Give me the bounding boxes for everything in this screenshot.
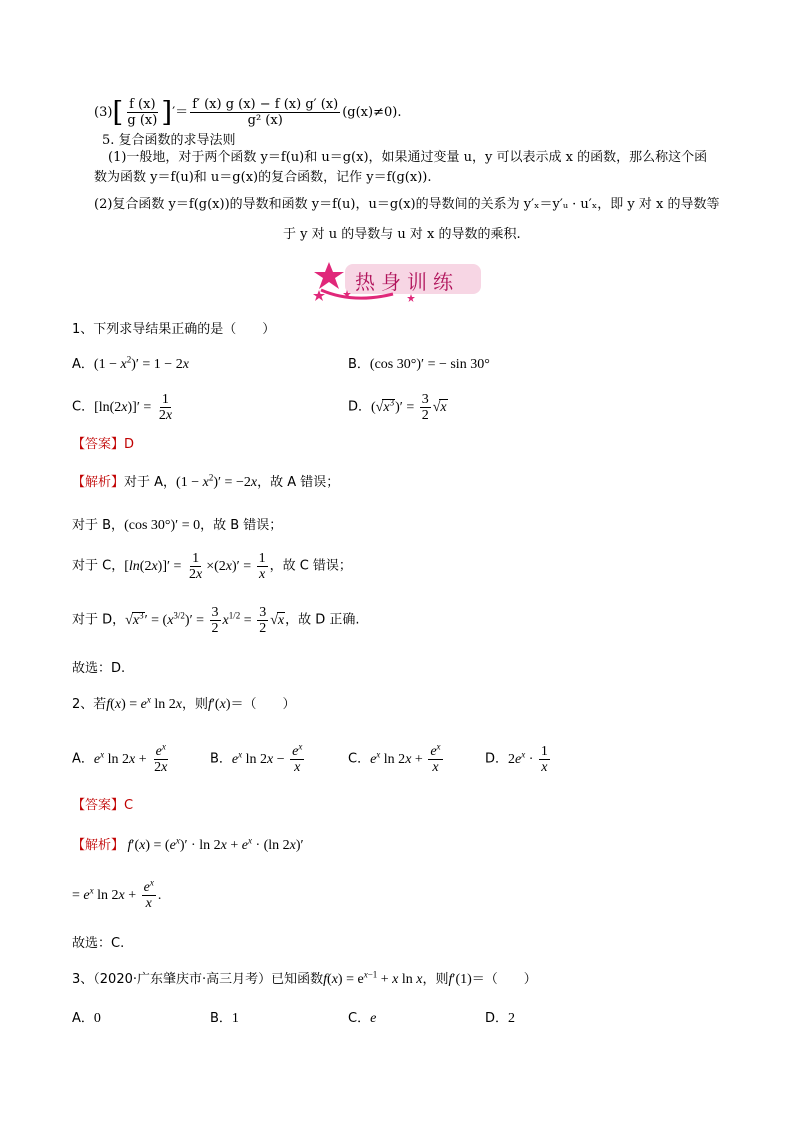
small-star-icon <box>407 294 415 302</box>
q2-option-a: A．$e^x$ ln 2x + $\frac{e^x}{2x}$ <box>72 741 168 775</box>
q2-answer: 【答案】C <box>72 798 134 813</box>
q2-choose: 故选：C. <box>72 936 125 951</box>
q1-choose: 故选：D. <box>72 661 126 676</box>
q1-option-c: C．[ln(2x)]′ = $\frac{1}{2x}$ <box>72 392 173 423</box>
q1-option-b: B．(cos 30°)′ = − sin 30° <box>348 357 490 372</box>
q1-option-d: D．$(√x^3)'$ = $\frac{3}{2}$ √x <box>348 392 447 423</box>
q2-option-d: D．$2e^x$ · $\frac{1}{x}$ <box>485 744 548 775</box>
q3-option-b: B．1 <box>210 1011 239 1026</box>
q3-stem: 3、（2020·广东肇庆市·高三月考）已知函数$f(x) = e^{x-1} + x$ ln x，则f′(1)＝（ ） <box>72 969 537 987</box>
q2-option-c: C．$e^x$ ln 2x + $\frac{e^x}{x}$ <box>348 741 441 775</box>
q2-stem: 2、若$f(x) = e^x$ ln 2x，则f′(x)＝（ ） <box>72 694 296 712</box>
q2-option-b: B．$e^x$ ln 2x − $\frac{e^x}{x}$ <box>210 741 303 775</box>
q1-analysis-a: 【解析】对于 A，$(1 - x^2)' = -2x$，故 A 错误； <box>72 472 340 490</box>
paragraph-1-line-2: 数为函数 y＝f(u)和 u＝g(x)的复合函数，记作 y＝f(g(x)). <box>94 170 432 185</box>
quotient-right-fraction: $\frac{f' (x) g (x) - f (x) g' (x)}{\text{g² (x)}}$ <box>192 97 339 128</box>
q3-option-a: A．0 <box>72 1011 101 1026</box>
q1-stem: 1、下列求导结果正确的是（ ） <box>72 322 276 337</box>
q2-analysis-line-2: = $e^x$ ln 2x + $\frac{e^x}{x}$ . <box>72 877 162 911</box>
quotient-rule-formula: (3)[ $\frac{f (x)}{g (x)}$ ]′＝ $\frac{f' (x) g (x) - f (x) g' (x)}{\text{g² (x)}}$ (g(x)≠0). <box>94 95 402 129</box>
q3-prefix: (3) <box>94 105 113 120</box>
section-heading-5: 5. 复合函数的求导法则 <box>102 133 236 148</box>
q1-analysis-d: 对于 D，$√x^3' = (x^{3/2})'$ = $\frac{3}{2}$ $x^{1/2}$ = $\frac{3}{2}$ √x，故 D 正确. <box>72 605 360 636</box>
paragraph-2-line-1: (2)复合函数 y＝f(g(x))的导数和函数 y＝f(u)，u＝g(x)的导数间的关系为 y′ₓ＝y′ᵤ · u′ₓ，即 y 对 x 的导数等 <box>94 197 720 212</box>
q3-option-d: D．2 <box>485 1011 516 1026</box>
q3-option-c: C．e <box>348 1011 377 1026</box>
star-icon <box>314 262 344 289</box>
banner-title: 热身训练 <box>355 270 459 294</box>
q1-analysis-b: 对于 B，(cos 30°)′ = 0，故 B 错误； <box>72 518 283 533</box>
paragraph-2-line-2: 于 y 对 u 的导数与 u 对 x 的导数的乘积. <box>283 227 521 242</box>
q2-analysis-line-1: 【解析】 $f'(x) = (e^x)' \cdot \ln 2x + e^x \cdot (\ln$ 2x)′ <box>72 835 304 853</box>
q1-answer: 【答案】D <box>72 437 135 452</box>
quotient-left-fraction: $\frac{f (x)}{g (x)}$ <box>127 97 158 128</box>
q1-analysis-c: 对于 C，[ln(2x)]′ = $\frac{1}{2x}$ ×(2x)′ = $\frac{1}{x}$ ，故 C 错误； <box>72 551 352 582</box>
paragraph-1-line-1: (1)一般地，对于两个函数 y＝f(u)和 u＝g(x)，如果通过变量 u，y 可以表示成 x 的函数，那么称这个函 <box>108 150 708 165</box>
q1-option-a: A．$(1 - x^2)' = 1 - 2x$ <box>72 354 189 372</box>
